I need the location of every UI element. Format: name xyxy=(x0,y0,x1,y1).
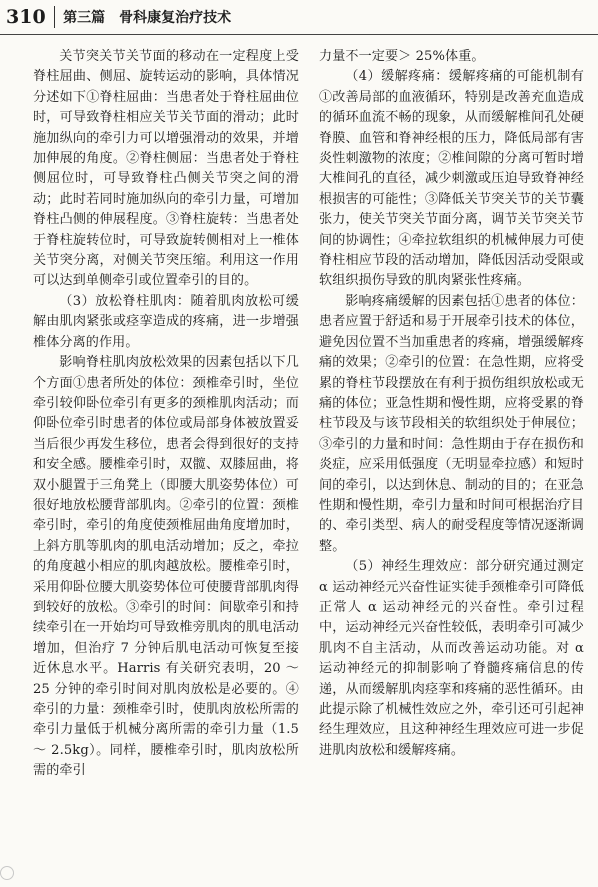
left-column xyxy=(33,47,299,782)
paragraph: 影响疼痛缓解的因素包括①患者的体位：患者应置于舒适和易于开展牵引技术的体位，避免因位置不当加重患者的疼痛，增强缓解疼痛的效果；②牵引的位置：在急性期，应将受累的脊柱节段摆放在有利于损伤组织放松或无痛的体位；亚急性期和慢性期，应将受累的脊柱节段及与该节段相关的软组织处于伸展位；③牵引的力量和时间：急性期由于存在损伤和炎症，应采用低强度（无明显牵拉感）和短时间的牵引，以达到休息、制动的目的；在亚急性期和慢性期，牵引力量和时间可根据治疗目的、牵引类型、病人的耐受程度等情况逐渐调整。 xyxy=(319,293,584,554)
paragraph: （5）神经生理效应：部分研究通过测定 α 运动神经元兴奋性证实徒手颈椎牵引可降低正常人 α 运动神经元的兴奋性。牵引过程中，运动神经元兴奋性较低，表明牵引可减少肌肉不自主活动，从而改善运动功能。对 α 运动神经元的抑制影响了脊髓疼痛信息的传递，从而缓解肌肉痉挛和疼痛的恶性循环。由此提示除了机械性效应之外，牵引还可引起神经生理效应，且这种神经生理效应可进一步促进肌肉放松和缓解疼痛。 xyxy=(319,559,584,758)
header-divider xyxy=(54,6,56,28)
part-label: 第三篇 xyxy=(63,10,106,26)
page-number: 310 xyxy=(6,6,46,28)
running-header xyxy=(0,0,598,35)
watermark-icon xyxy=(0,866,14,880)
paragraph: 力量不一定要＞ 25%体重。 xyxy=(319,49,485,64)
book-title: 骨科康复治疗技术 xyxy=(119,10,232,26)
paragraph: （3）放松脊柱肌肉：随着肌肉放松可缓解由肌肉紧张或痉挛造成的疼痛，进一步增强椎体分离的作用。 xyxy=(33,293,299,350)
paragraph: 影响脊柱肌肉放松效果的因素包括以下几个方面①患者所处的体位：颈椎牵引时，坐位牵引较仰卧位牵引有更多的颈椎肌肉活动；而仰卧位牵引时患者的体位或局部身体被放置妥当后很少再发生移位，患者会得到很好的支持和安全感。腰椎牵引时，双髋、双膝屈曲，将双小腿置于三角凳上（即腰大肌姿势体位）可很好地放松腰背部肌肉。②牵引的位置：颈椎牵引时，牵引的角度使颈椎屈曲角度增加时，上斜方肌等肌肉的肌电活动增加；反之，牵拉的角度越小相应的肌肉越放松。腰椎牵引时，采用仰卧位腰大肌姿势体位可使腰背部肌肉得到较好的放松。③牵引的时间：间歇牵引和持续牵引在一开始均可导致椎旁肌肉的肌电活动增加，但治疗 7 分钟后肌电活动可恢复至接近休息水平。Harris 有关研究表明，20 ～ 25 分钟的牵引时间对肌肉放松是必要的。④牵引的力量：颈椎牵引时，使肌肉放松所需的牵引力量低于机械分离所需的牵引力量（1.5 ～ 2.5kg）。同样，腰椎牵引时，肌肉放松所需的牵引 xyxy=(33,355,299,779)
paragraph: 关节突关节关节面的移动在一定程度上受脊柱屈曲、侧屈、旋转运动的影响，具体情况分述如下①脊柱屈曲：当患者处于脊柱屈曲位时，可导致脊柱相应关节关节面的滑动；此时施加纵向的牵引力可以增强滑动的效果，并增加伸展的角度。②脊柱侧屈：当患者处于脊柱侧屈位时，可导致脊柱凸侧关节突之间的滑动；此时若同时施加纵向的牵引力量，可增加脊柱凸侧的伸展程度。③脊柱旋转：当患者处于脊柱旋转位时，可导致旋转侧相对上一椎体关节突分离，对侧关节突压缩。利用这一作用可以达到单侧牵引或位置牵引的目的。 xyxy=(33,49,299,289)
right-column xyxy=(319,47,584,761)
paragraph: （4）缓解疼痛：缓解疼痛的可能机制有①改善局部的血液循环，特别是改善充血造成的循环血流不畅的现象，从而缓解椎间孔处硬脊膜、血管和脊神经根的压力，降低局部有害炎性刺激物的浓度；②椎间隙的分离可暂时增大椎间孔的直径，减少刺激或压迫导致脊神经根损害的可能性；③降低关节突关节的关节囊张力，使关节突关节面分离，调节关节突关节间的协调性；④牵拉软组织的机械伸展力可使脊柱相应节段的活动增加，降低因活动受限或软组织损伤导致的肌肉紧张性疼痛。 xyxy=(319,69,584,289)
watermark-logo xyxy=(0,863,70,883)
